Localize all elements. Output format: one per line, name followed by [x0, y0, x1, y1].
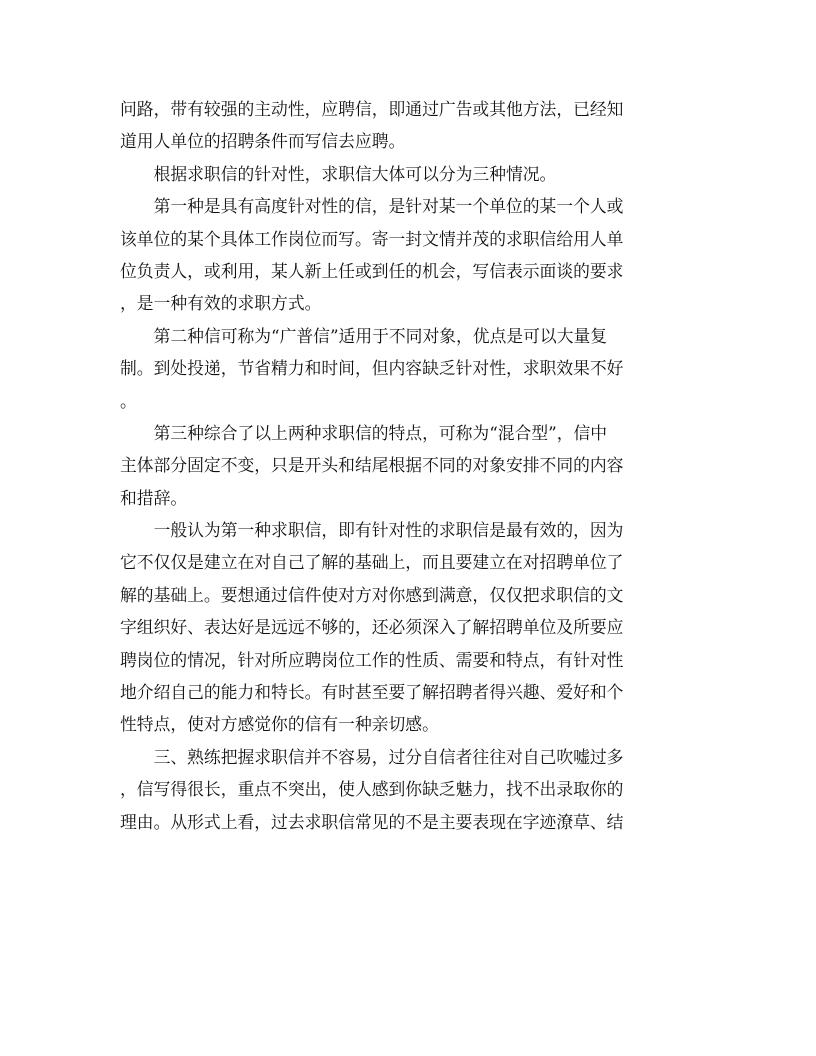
text-line: ，是一种有效的求职方式。: [120, 293, 322, 314]
text-line: ，信写得很长，重点不突出，使人感到你缺乏魅力，找不出录取你的: [120, 779, 624, 800]
text-line: 根据求职信的针对性，求职信大体可以分为三种情况。: [120, 163, 557, 184]
text-line: 字组织好、表达好是远远不够的，还必须深入了解招聘单位及所要应: [120, 617, 624, 638]
text-line: 该单位的某个具体工作岗位而写。寄一封文情并茂的求职信给用人单: [120, 228, 624, 249]
text-line: 三、熟练把握求职信并不容易，过分自信者往往对自己吹嘘过多: [120, 746, 624, 767]
text-line: 问路，带有较强的主动性，应聘信，即通过广告或其他方法，已经知: [120, 99, 624, 119]
text-line: 聘岗位的情况，针对所应聘岗位工作的性质、需要和特点，有针对性: [120, 649, 624, 670]
text-line: 第一种是具有高度针对性的信，是针对某一个单位的某一个人或: [120, 196, 624, 217]
text-line: 它不仅仅是建立在对自己了解的基础上，而且要建立在对招聘单位了: [120, 552, 624, 573]
text-line: 第二种信可称为“广普信”适用于不同对象，优点是可以大量复: [120, 325, 608, 346]
text-line: 主体部分固定不变，只是开头和结尾根据不同的对象安排不同的内容: [120, 455, 624, 476]
text-line: 位负责人，或利用，某人新上任或到任的机会，写信表示面谈的要求: [120, 260, 624, 281]
text-line: 制。到处投递，节省精力和时间，但内容缺乏针对性，求职效果不好: [120, 358, 624, 379]
document-body: [120, 93, 680, 838]
text-line: 理由。从形式上看，过去求职信常见的不是主要表现在字迹潦草、结: [120, 811, 624, 832]
text-line: 地介绍自己的能力和特长。有时甚至要了解招聘者得兴趣、爱好和个: [120, 682, 624, 703]
text-line: 解的基础上。要想通过信件使对方对你感到满意，仅仅把求职信的文: [120, 584, 624, 605]
text-line: 性特点，使对方感觉你的信有一种亲切感。: [120, 714, 439, 735]
text-line: 和措辞。: [120, 487, 188, 508]
text-line: 。: [120, 390, 137, 411]
text-line: 一般认为第一种求职信，即有针对性的求职信是最有效的，因为: [120, 520, 624, 541]
text-line: 道用人单位的招聘条件而写信去应聘。: [120, 131, 406, 152]
text-line: 第三种综合了以上两种求职信的特点，可称为“混合型”，信中: [120, 422, 608, 443]
